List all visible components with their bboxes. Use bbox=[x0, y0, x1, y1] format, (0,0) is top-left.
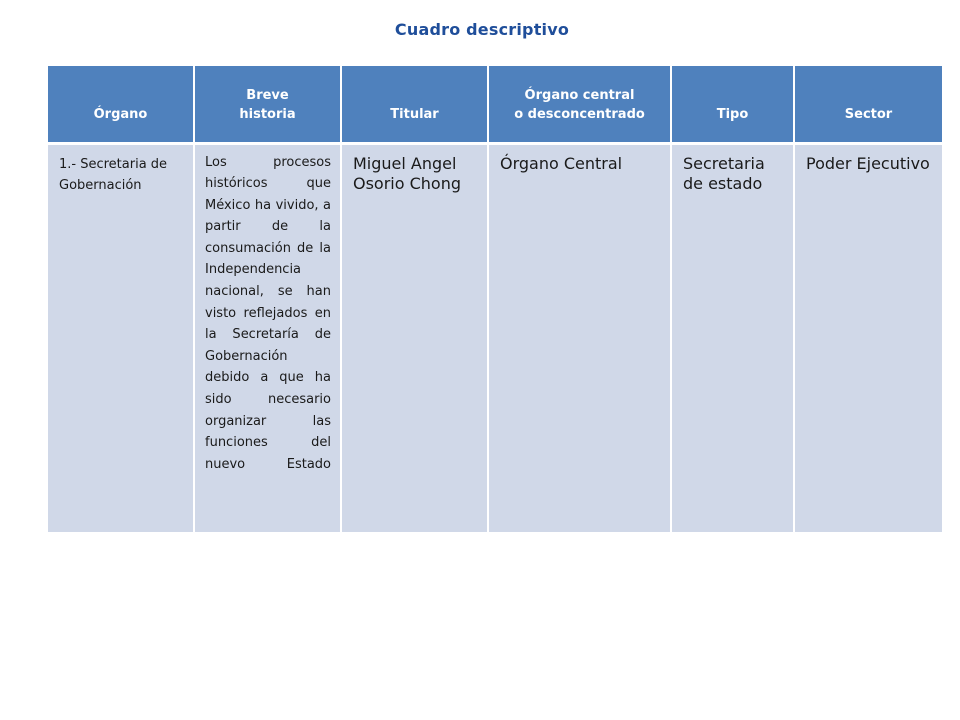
cell-titular-text: Miguel Angel Osorio Chong bbox=[353, 153, 462, 193]
cell-breve-historia-text: Los procesos históricos que México ha vivido, a partir de la consumación de la Independencia nacional, se han visto reflejados en la Secretaría de Gobernación debido a que ha sido necesario organizar las funciones del nuevo Estado bbox=[205, 154, 331, 472]
cell-organo-text: 1.- Secretaria de Gobernación bbox=[59, 156, 168, 194]
cell-tipo-text: Secretaria de estado bbox=[683, 153, 765, 193]
header-breve-historia: Breve historia bbox=[194, 66, 341, 143]
header-organo: Órgano bbox=[48, 66, 194, 143]
header-row bbox=[48, 66, 942, 143]
cell-sector-text: Poder Ejecutivo bbox=[806, 153, 930, 173]
header-organo-central: Órgano central o desconcentrado bbox=[488, 66, 671, 143]
cell-tipo bbox=[671, 143, 794, 532]
cell-organo-central-text: Órgano Central bbox=[500, 153, 623, 173]
table-row bbox=[48, 143, 942, 532]
cell-organo-central bbox=[488, 143, 671, 532]
header-sector: Sector bbox=[794, 66, 942, 143]
cell-titular bbox=[341, 143, 488, 532]
page-title: Cuadro descriptivo bbox=[394, 20, 570, 39]
header-tipo: Tipo bbox=[671, 66, 794, 143]
header-titular: Titular bbox=[341, 66, 488, 143]
cell-organo bbox=[48, 143, 194, 532]
descriptive-table bbox=[48, 66, 942, 532]
cell-breve-historia bbox=[194, 143, 341, 532]
cell-sector bbox=[794, 143, 942, 532]
